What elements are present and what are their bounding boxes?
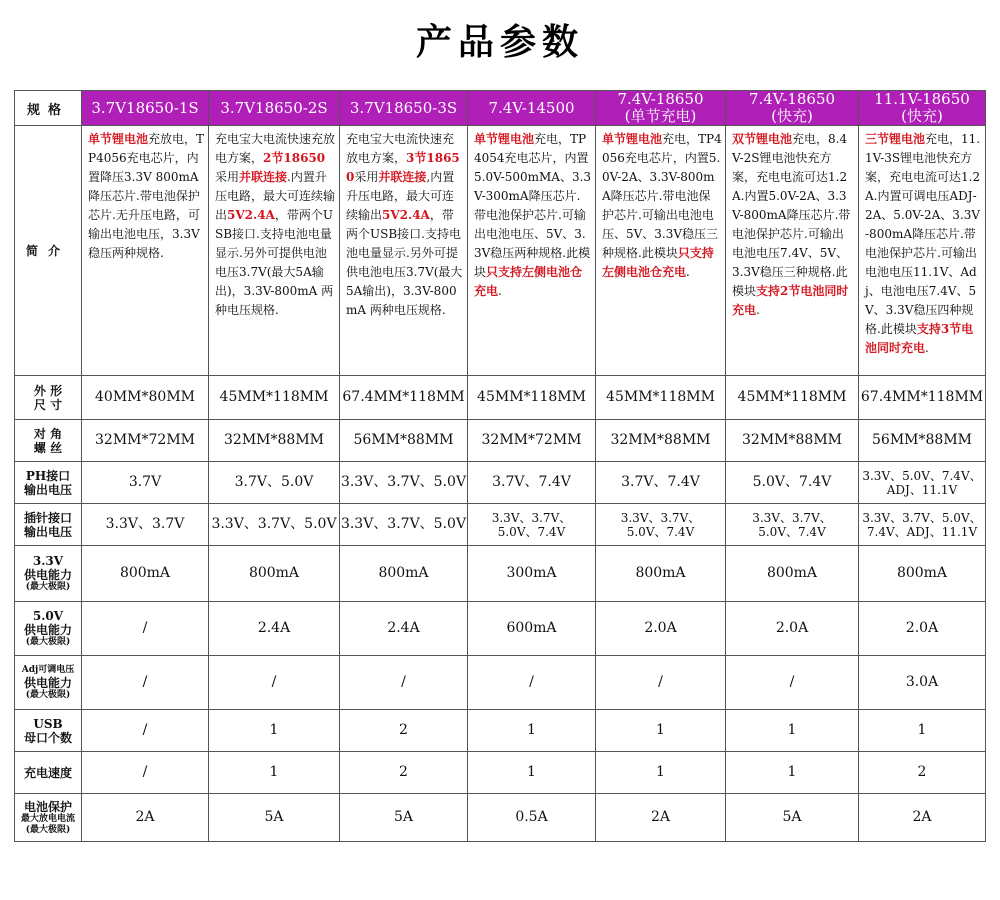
value-cell (82, 376, 209, 420)
value-line: 3.7V、7.4V (492, 474, 571, 490)
value-cell (726, 420, 859, 462)
highlight-text: 三节锂电池 (865, 132, 926, 146)
value-cell (340, 546, 468, 602)
value-cell (859, 376, 986, 420)
value-cell (726, 752, 859, 794)
spec-row (15, 462, 986, 504)
model-name-line: 7.4V-18650 (617, 90, 704, 108)
intro-cell-2 (209, 126, 340, 376)
value-line: 800mA (378, 565, 429, 581)
value-cell (726, 656, 859, 710)
value-cell (859, 546, 986, 602)
value-cell (468, 656, 596, 710)
intro-text: . (498, 284, 502, 298)
highlight-text: 支持2节电池同时充电 (732, 284, 849, 317)
value-line: 5.0V、7.4V (497, 524, 566, 539)
value-line: ADJ、11.1V (886, 482, 958, 497)
row-label-line: PH接口 (25, 468, 71, 483)
value-cell (859, 794, 986, 842)
value-cell (82, 794, 209, 842)
value-line: 3.3V、3.7V、5.0V (211, 516, 337, 532)
value-line: 600mA (506, 620, 557, 636)
intro-text: 充电宝大电流快速充放电方案， (346, 132, 455, 165)
spec-row (15, 504, 986, 546)
model-header-2 (209, 91, 340, 126)
value-line: 3.7V、5.0V (234, 474, 314, 490)
header-row (15, 91, 986, 126)
value-line: 800mA (119, 565, 171, 581)
model-name-line: 3.7V18650-2S (220, 98, 328, 117)
value-line: 1 (269, 764, 279, 780)
intro-label: 简介 (25, 243, 70, 258)
value-line: 2A (650, 809, 671, 825)
value-line: 67.4MM*118MM (342, 389, 465, 405)
value-cell (340, 504, 468, 546)
row-label-line: 供电能力 (23, 623, 72, 637)
row-label-line: 最大放电电流 (20, 813, 75, 824)
value-cell (596, 420, 726, 462)
value-cell (726, 602, 859, 656)
model-header-1 (82, 91, 209, 126)
row-label-cell (15, 546, 82, 602)
value-line: 5.0V、7.4V (752, 474, 832, 490)
highlight-text: 双节锂电池 (732, 132, 793, 146)
intro-text: 充电，11.1V-3S锂电池快充方案，充电电流可达1.2A.内置可调电压ADJ-2A、5.0V-2A、3.3V-800mA降压芯片.带电池保护芯片.可输出电池电压11.1V、Adj、电池电压7.4V、5V、3.3V稳压四种规格.此模块 (865, 132, 981, 336)
row-label-line: 输出电压 (23, 482, 72, 497)
value-cell (468, 794, 596, 842)
value-line: 67.4MM*118MM (860, 389, 984, 405)
row-label-cell (15, 794, 82, 842)
value-cell (82, 504, 209, 546)
value-cell (82, 752, 209, 794)
row-label-cell (15, 656, 82, 710)
value-cell (468, 376, 596, 420)
value-cell (859, 504, 986, 546)
model-header-3 (340, 91, 468, 126)
value-cell (468, 462, 596, 504)
row-label-line: 供电能力 (23, 568, 72, 582)
value-cell (468, 546, 596, 602)
model-name-line: (快充) (771, 107, 813, 125)
intro-text: 充电，TP4054充电芯片，内置5.0V-500mMA、3.3V-300mA降压芯片.带电池保护芯片.可输出电池电压、5V、3.3V稳压两种规格.此模块 (474, 132, 592, 279)
intro-cell-5 (596, 126, 726, 376)
value-line: / (658, 674, 663, 690)
header-label-cell (15, 91, 82, 126)
value-line: / (401, 674, 406, 690)
value-line: 45MM*118MM (737, 389, 847, 405)
value-cell (209, 794, 340, 842)
header-label: 规格 (26, 102, 69, 118)
model-name-line: (快充) (901, 107, 943, 125)
value-cell (82, 656, 209, 710)
value-cell (859, 752, 986, 794)
value-line: 2A (135, 809, 155, 825)
value-line: 32MM*72MM (95, 432, 195, 448)
highlight-text: 只支持左侧电池仓充电 (602, 246, 714, 279)
model-name-line: 7.4V-18650 (748, 90, 836, 108)
value-line: 56MM*88MM (872, 432, 972, 448)
row-label-line: 3.3V (32, 554, 64, 568)
model-header-4 (468, 91, 596, 126)
row-label-line: 螺 丝 (33, 440, 63, 455)
value-cell (82, 462, 209, 504)
value-line: 3.0A (905, 674, 939, 690)
value-line: 0.5A (515, 809, 548, 825)
value-line: 800mA (635, 565, 686, 581)
value-line: 3.3V、3.7V、 (752, 510, 832, 525)
value-line: 32MM*88MM (610, 432, 711, 448)
highlight-text: 5V2.4A (382, 208, 430, 222)
value-line: 1 (787, 764, 797, 780)
value-line: 2.4A (387, 620, 420, 636)
row-label-line: (最大极限) (25, 824, 71, 835)
highlight-text: 5V2.4A (227, 208, 275, 222)
row-label-line: 5.0V (32, 609, 64, 623)
spec-row (15, 794, 986, 842)
value-line: / (529, 674, 534, 690)
row-label-line: 母口个数 (23, 730, 72, 745)
value-cell (340, 376, 468, 420)
value-line: 2A (912, 809, 932, 825)
intro-label-cell (15, 126, 82, 376)
page-title: 产品参数 (415, 21, 584, 63)
value-line: / (271, 674, 277, 690)
value-cell (209, 710, 340, 752)
intro-text: . (686, 265, 690, 279)
value-cell (468, 420, 596, 462)
intro-text: ,内置升压电路，最大可连续输出 (346, 170, 455, 222)
intro-text: 充电宝大电流快速充放电方案， (215, 132, 336, 165)
row-label-cell (15, 602, 82, 656)
row-label-line: 充电速度 (23, 765, 72, 780)
value-line: 2 (399, 722, 408, 738)
intro-row (15, 126, 986, 376)
model-name-line: 7.4V-14500 (488, 98, 575, 117)
value-cell (82, 420, 209, 462)
intro-text: 采用 (354, 170, 379, 184)
row-label-line: (最大极限) (25, 689, 71, 700)
value-line: 2 (399, 764, 408, 780)
value-cell (726, 794, 859, 842)
row-label-cell (15, 376, 82, 420)
model-header-6 (726, 91, 859, 126)
value-cell (340, 656, 468, 710)
value-cell (340, 710, 468, 752)
value-line: 1 (656, 764, 665, 780)
value-line: 3.3V、3.7V、 (491, 510, 572, 525)
value-line: 1 (527, 722, 536, 738)
value-line: 5.0V、7.4V (758, 524, 826, 539)
highlight-text: 并联连接 (378, 170, 427, 184)
value-cell (468, 504, 596, 546)
row-label-line: (最大极限) (25, 582, 71, 592)
value-line: 800mA (766, 565, 818, 581)
intro-text: 充电，TP4056充电芯片，内置5.0V-2A、3.3V-800mA降压芯片.带电池保护芯片.可输出电池电压、5V、3.3V稳压三种规格.此模块 (602, 132, 722, 260)
value-line: 7.4V、ADJ、11.1V (866, 524, 978, 539)
value-line: 1 (917, 722, 927, 738)
value-line: 3.3V、5.0V、7.4V、 (862, 468, 982, 483)
value-cell (726, 462, 859, 504)
value-line: / (142, 764, 148, 780)
highlight-text: 单节锂电池 (88, 132, 149, 146)
value-cell (726, 546, 859, 602)
value-line: 3.7V (128, 474, 162, 490)
row-label-line: 插针接口 (23, 510, 72, 525)
spec-row (15, 420, 986, 462)
highlight-text: 3节18650 (346, 151, 460, 184)
row-label-line: 电池保护 (23, 799, 72, 814)
intro-text: .内置升压电路，最大可连续输出 (215, 170, 336, 222)
value-cell (340, 420, 468, 462)
value-cell (726, 376, 859, 420)
value-cell (596, 752, 726, 794)
value-line: 1 (656, 722, 665, 738)
value-cell (468, 602, 596, 656)
intro-text: ，带两个USB接口.支持电池电量显示.另外可提供电池电压3.7V(最大5A输出)，3.3V-800mA 两种电压规格. (346, 208, 463, 317)
highlight-text: 支持3节电池同时充电 (865, 322, 974, 355)
value-line: 45MM*118MM (606, 389, 715, 405)
row-label-line: 输出电压 (23, 524, 72, 539)
value-cell (340, 462, 468, 504)
value-cell (82, 710, 209, 752)
value-line: 3.7V、7.4V (621, 474, 700, 490)
intro-text: . (925, 341, 929, 355)
value-cell (209, 656, 340, 710)
value-cell (596, 710, 726, 752)
row-label-line: Adj可调电压 (21, 664, 75, 675)
model-header-5 (596, 91, 726, 126)
intro-cell-7 (859, 126, 986, 376)
row-label-cell (15, 710, 82, 752)
value-line: 3.3V、3.7V、5.0V (340, 474, 467, 490)
value-cell (209, 462, 340, 504)
value-cell (596, 602, 726, 656)
value-line: 1 (787, 722, 797, 738)
value-line: 800mA (896, 565, 948, 581)
value-cell (340, 752, 468, 794)
model-name-line: 3.7V18650-1S (91, 98, 199, 117)
spec-row (15, 656, 986, 710)
highlight-text: 只支持左侧电池仓充电 (474, 265, 583, 298)
row-label-line: 外 形 (33, 383, 63, 398)
spec-row (15, 546, 986, 602)
intro-cell-4 (468, 126, 596, 376)
value-cell (596, 504, 726, 546)
value-cell (82, 602, 209, 656)
model-header-7 (859, 91, 986, 126)
model-name-line: (单节充电) (624, 107, 697, 125)
value-line: 40MM*80MM (95, 389, 195, 405)
row-label-cell (15, 752, 82, 794)
row-label-line: 对 角 (33, 426, 63, 441)
row-label-cell (15, 420, 82, 462)
value-cell (209, 546, 340, 602)
intro-cell-1 (82, 126, 209, 376)
intro-text: 充电，8.4V-2S锂电池快充方案，充电电流可达1.2A.内置5.0V-2A、3.3V-800mA降压芯片.带电池保护芯片.可输出电池电压7.4V、5V、3.3V稳压三种规格.此模块 (732, 132, 851, 298)
row-label-line: USB (33, 716, 63, 731)
value-line: 300mA (506, 565, 557, 581)
value-cell (596, 794, 726, 842)
value-line: 2 (917, 764, 927, 780)
value-line: / (142, 620, 148, 636)
model-name-line: 3.7V18650-3S (349, 98, 458, 117)
value-line: 3.3V、3.7V、5.0V、 (862, 510, 982, 525)
value-line: 2.4A (257, 620, 291, 636)
intro-text: . (756, 303, 760, 317)
spec-table-wrapper (14, 90, 986, 842)
value-cell (859, 462, 986, 504)
spec-row (15, 710, 986, 752)
value-line: / (142, 674, 148, 690)
value-line: 3.3V、3.7V、 (620, 510, 701, 525)
value-line: 32MM*72MM (481, 432, 582, 448)
intro-cell-3 (340, 126, 468, 376)
highlight-text: 并联连接 (239, 170, 288, 184)
value-line: 45MM*118MM (477, 389, 586, 405)
highlight-text: 单节锂电池 (474, 132, 535, 146)
value-line: / (142, 722, 148, 738)
intro-text: ，带两个USB接口.支持电池电量显示.另外可提供电池电压3.7V(最大5A输出)，3.3V-800mA 两种电压规格. (215, 208, 334, 317)
value-line: / (789, 674, 795, 690)
value-line: 56MM*88MM (353, 432, 454, 448)
value-line: 2.0A (775, 620, 809, 636)
value-cell (209, 752, 340, 794)
spec-table (14, 90, 986, 842)
value-cell (209, 376, 340, 420)
row-label-cell (15, 462, 82, 504)
value-line: 32MM*88MM (742, 432, 842, 448)
row-label-line: (最大极限) (25, 637, 71, 647)
value-cell (859, 602, 986, 656)
value-cell (340, 602, 468, 656)
value-line: 3.3V、3.7V、5.0V (340, 516, 467, 532)
model-name-line: 11.1V-18650 (874, 90, 970, 108)
value-line: 5A (393, 809, 414, 825)
intro-cell-6 (726, 126, 859, 376)
intro-text: 采用 (215, 170, 240, 184)
value-cell (596, 376, 726, 420)
value-cell (468, 710, 596, 752)
value-line: 2.0A (905, 620, 939, 636)
value-line: 2.0A (644, 620, 677, 636)
highlight-text: 2节18650 (263, 151, 326, 165)
value-line: 3.3V、3.7V (105, 516, 185, 532)
highlight-text: 单节锂电池 (602, 132, 663, 146)
row-label-cell (15, 504, 82, 546)
spec-row (15, 376, 986, 420)
value-cell (596, 656, 726, 710)
value-cell (209, 504, 340, 546)
value-cell (726, 710, 859, 752)
value-line: 1 (527, 764, 536, 780)
row-label-line: 尺 寸 (33, 397, 63, 412)
value-cell (82, 546, 209, 602)
spec-row (15, 752, 986, 794)
value-line: 32MM*88MM (224, 432, 324, 448)
value-cell (859, 710, 986, 752)
value-cell (340, 794, 468, 842)
value-cell (859, 420, 986, 462)
value-line: 5.0V、7.4V (626, 524, 695, 539)
value-cell (596, 546, 726, 602)
value-line: 5A (264, 809, 284, 825)
value-line: 5A (782, 809, 802, 825)
value-cell (726, 504, 859, 546)
value-line: 45MM*118MM (219, 389, 329, 405)
value-line: 800mA (248, 565, 300, 581)
intro-text: 充放电，TP4056充电芯片，内置降压3.3V 800mA降压芯片.带电池保护芯片.无升压电路，可输出电池电压，3.3V稳压两种规格. (88, 132, 205, 260)
value-cell (596, 462, 726, 504)
value-cell (209, 602, 340, 656)
value-cell (209, 420, 340, 462)
value-line: 1 (269, 722, 279, 738)
row-label-line: 供电能力 (23, 675, 72, 690)
spec-row (15, 602, 986, 656)
value-cell (468, 752, 596, 794)
value-cell (859, 656, 986, 710)
